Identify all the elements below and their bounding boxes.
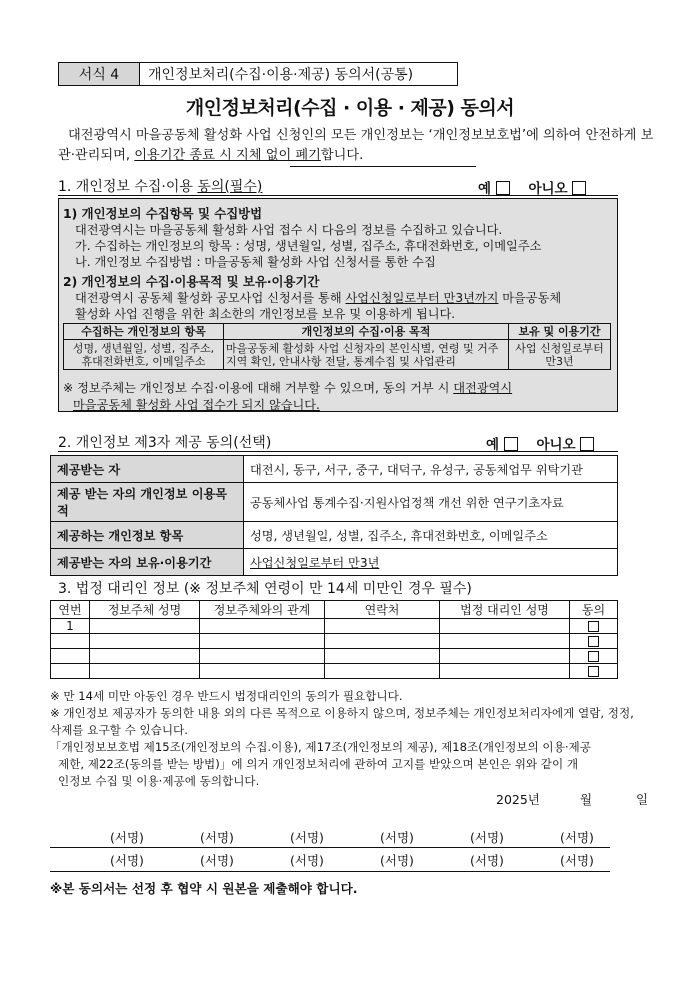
signature-field[interactable]: (서명) [560,853,594,868]
guardian-consent-checkbox[interactable] [588,621,599,632]
third-party-value: 대전시, 동구, 서구, 중구, 대덕구, 유성구, 공동체업무 위탁기관 [244,456,618,483]
section1-info-box [58,198,618,412]
collection-items-cell: 성명, 생년월일, 성별, 집주소, 휴대전화번호, 이메일주소 [64,340,224,370]
section1-heading-rule [58,195,618,196]
third-party-row [51,456,618,483]
guardian-col-relation: 정보주체와의 관계 [200,601,325,619]
guardian-table [50,600,618,679]
note-usage-1: ※ 개인정보 제공자가 동의한 내용 외의 다른 목적으로 이용하지 않으며, 정보주체는 개인정보처리자에게 열람, 정정, [50,706,634,720]
sub2-line1 [75,290,561,306]
third-party-label: 제공 받는 자의 개인정보 이용목적 [51,483,244,522]
guardian-guardian-cell[interactable] [440,649,570,664]
collection-period-cell: 사업 신청일로부터 만3년 [509,340,611,370]
third-party-value: 공동체사업 통계수집·지원사업정책 개선 위한 연구기초자료 [244,483,618,522]
intro-paragraph [58,126,658,166]
guardian-row [51,619,618,634]
guardian-relation-cell[interactable] [200,619,325,634]
guardian-col-consent: 동의 [570,601,618,619]
guardian-relation-cell[interactable] [200,649,325,664]
section2-yes-label: 예 [486,437,500,453]
sub2-line1-b: 마을공동체 [498,291,562,305]
guardian-row [51,649,618,664]
section2-yes-checkbox[interactable] [504,437,518,451]
guardian-relation-cell[interactable] [200,664,325,679]
section1-consent-choice [478,177,586,197]
guardian-contact-cell[interactable] [325,619,440,634]
signature-field[interactable]: (서명) [290,853,324,868]
law-paragraph-2: 제한, 제22조(동의를 받는 방법)」에 의거 개인정보처리에 관하여 고지를 받았으며 본인은 위와 같이 개 [58,757,579,771]
signature-field[interactable]: (서명) [290,830,324,845]
collection-header-purpose: 개인정보의 수집·이용 목적 [224,324,509,340]
sub1-line2: 가. 수집하는 개인정보의 항목 : 성명, 생년월일, 성별, 집주소, 휴대전화번호, 이메일주소 [75,239,542,253]
section1-heading-required: 동의(필수) [197,179,263,195]
guardian-consent-cell [570,664,618,679]
guardian-row-number: 1 [51,619,90,634]
note-usage-2: 삭제를 요구할 수 있습니다. [50,723,188,737]
section1-yes-checkbox[interactable] [496,181,510,195]
sub1-line1: 대전광역시는 마을공동체 활성화 사업 접수 시 다음의 정보를 수집하고 있습니다. [75,223,503,237]
section1-notice [63,380,613,414]
signature-field[interactable]: (서명) [200,830,234,845]
section1-heading-text: 1. 개인정보 수집·이용 [58,179,198,195]
notice-underlined-2: 마을공동체 활성화 사업 접수가 되지 않습니다. [73,398,320,412]
intro-underline [290,166,476,167]
guardian-name-cell[interactable] [90,619,200,634]
third-party-table [50,455,618,576]
third-party-period: 사업신청일로부터 만3년 [250,555,380,570]
section1-yes-label: 예 [478,181,492,197]
note-under-14: ※ 만 14세 미만 아동인 경우 반드시 법정대리인의 동의가 필요합니다. [50,689,403,703]
date-month: 월 [580,792,593,807]
intro-text-1: 대전광역시 마을공동체 활성화 사업 신청인의 모든 개인정보는 ‘개인정보보호법’에 의하여 안전하게 보관·관리되며, [58,128,654,163]
collection-table-row [64,340,611,370]
third-party-row [51,483,618,522]
third-party-value [244,549,618,576]
intro-text-2: 합니다. [320,148,364,163]
guardian-contact-cell[interactable] [325,664,440,679]
guardian-col-name: 정보주체 성명 [90,601,200,619]
guardian-row [51,664,618,679]
guardian-consent-checkbox[interactable] [588,651,599,662]
signature-line-1 [50,847,610,848]
collection-table-header [64,324,611,340]
section1-heading [58,176,262,196]
law-paragraph-3: 인정보 수집 및 이용·제공에 동의합니다. [58,774,260,788]
section3-heading: 3. 법정 대리인 정보 (※ 정보주체 연령이 만 14세 미만인 경우 필수) [58,581,472,597]
guardian-contact-cell[interactable] [325,634,440,649]
guardian-guardian-cell[interactable] [440,619,570,634]
guardian-guardian-cell[interactable] [440,634,570,649]
collection-table [63,323,611,370]
collection-purpose-cell: 마을공동체 활성화 사업 신청자의 본인식별, 연령 및 거주지역 확인, 안내사항 전달, 통계수집 및 사업관리 [224,340,509,370]
section2-no-label: 아니오 [536,437,576,453]
guardian-consent-checkbox[interactable] [588,666,599,677]
section1-no-label: 아니오 [528,181,568,197]
intro-underlined: 이용기간 종료 시 지체 없이 폐기 [134,148,321,163]
section1-no-checkbox[interactable] [572,181,586,195]
form-label [58,62,458,86]
third-party-label: 제공하는 개인정보 항목 [51,522,244,549]
third-party-label: 제공받는 자의 보유·이용기간 [51,549,244,576]
signature-field[interactable]: (서명) [110,830,144,845]
sub2-line1-a: 대전광역시 공동체 활성화 공모사업 신청서를 통해 [75,291,346,305]
guardian-col-guardian-name: 법정 대리인 성명 [440,601,570,619]
guardian-consent-cell [570,619,618,634]
guardian-row-number [51,664,90,679]
guardian-contact-cell[interactable] [325,649,440,664]
guardian-name-cell[interactable] [90,649,200,664]
collection-header-period: 보유 및 이용기간 [509,324,611,340]
guardian-name-cell[interactable] [90,634,200,649]
form-number: 서식 4 [59,63,140,85]
sub1-line3: 나. 개인정보 수집방법 : 마을공동체 활성화 사업 신청서를 통한 수집 [75,255,436,269]
guardian-col-number: 연번 [51,601,90,619]
notes-block [50,688,660,790]
guardian-table-header [51,601,618,619]
guardian-row-number [51,634,90,649]
sub2-title: 2) 개인정보의 수집·이용목적 및 보유·이용기간 [63,274,320,289]
section2-heading: 2. 개인정보 제3자 제공 동의(선택) [58,435,272,451]
page-title: 개인정보처리(수집 · 이용 · 제공) 동의서 [185,97,515,119]
guardian-consent-cell [570,634,618,649]
date-day: 일 [636,792,649,807]
signature-field[interactable]: (서명) [380,830,414,845]
notice-text: ※ 정보주체는 개인정보 수집·이용에 대해 거부할 수 있으며, 동의 거부 시 [63,381,454,395]
signature-field[interactable]: (서명) [470,830,504,845]
signature-field[interactable]: (서명) [380,853,414,868]
sub1-title: 1) 개인정보의 수집항목 및 수집방법 [63,206,263,221]
signature-row-1 [50,828,610,848]
guardian-row [51,634,618,649]
guardian-name-cell[interactable] [90,664,200,679]
guardian-guardian-cell[interactable] [440,664,570,679]
signature-field[interactable]: (서명) [470,853,504,868]
date-year: 2025년 [496,792,540,807]
signature-field[interactable]: (서명) [560,830,594,845]
signature-row-2 [50,851,610,871]
signature-field[interactable]: (서명) [110,853,144,868]
footer-notice: ※본 동의서는 선정 후 협약 시 원본을 제출해야 합니다. [50,881,358,896]
form-label-text: 개인정보처리(수집·이용·제공) 동의서(공통) [148,67,414,83]
collection-header-items: 수집하는 개인정보의 항목 [64,324,224,340]
section2-heading-rule [58,451,618,452]
third-party-row [51,522,618,549]
third-party-label: 제공받는 자 [51,456,244,483]
sub2-line2: 활성화 사업 진행을 위한 최소한의 개인정보를 보유 및 이용하게 됩니다. [75,307,456,321]
third-party-value: 성명, 생년월일, 성별, 집주소, 휴대전화번호, 이메일주소 [244,522,618,549]
section2-no-checkbox[interactable] [580,437,594,451]
section2-consent-choice [486,433,594,453]
notice-underlined-1: 대전광역시 [453,381,513,395]
guardian-col-contact: 연락처 [325,601,440,619]
third-party-row [51,549,618,576]
guardian-consent-cell [570,649,618,664]
signature-field[interactable]: (서명) [200,853,234,868]
sub2-line1-underlined: 사업신청일로부터 만3년까지 [345,291,499,305]
guardian-row-number [51,649,90,664]
guardian-consent-checkbox[interactable] [588,636,599,647]
law-paragraph-1: 「개인정보보호법 제15조(개인정보의 수집.이용), 제17조(개인정보의 제공), 제18조(개인정보의 이용·제공 [50,740,591,754]
signature-line-2 [50,871,610,872]
guardian-relation-cell[interactable] [200,634,325,649]
